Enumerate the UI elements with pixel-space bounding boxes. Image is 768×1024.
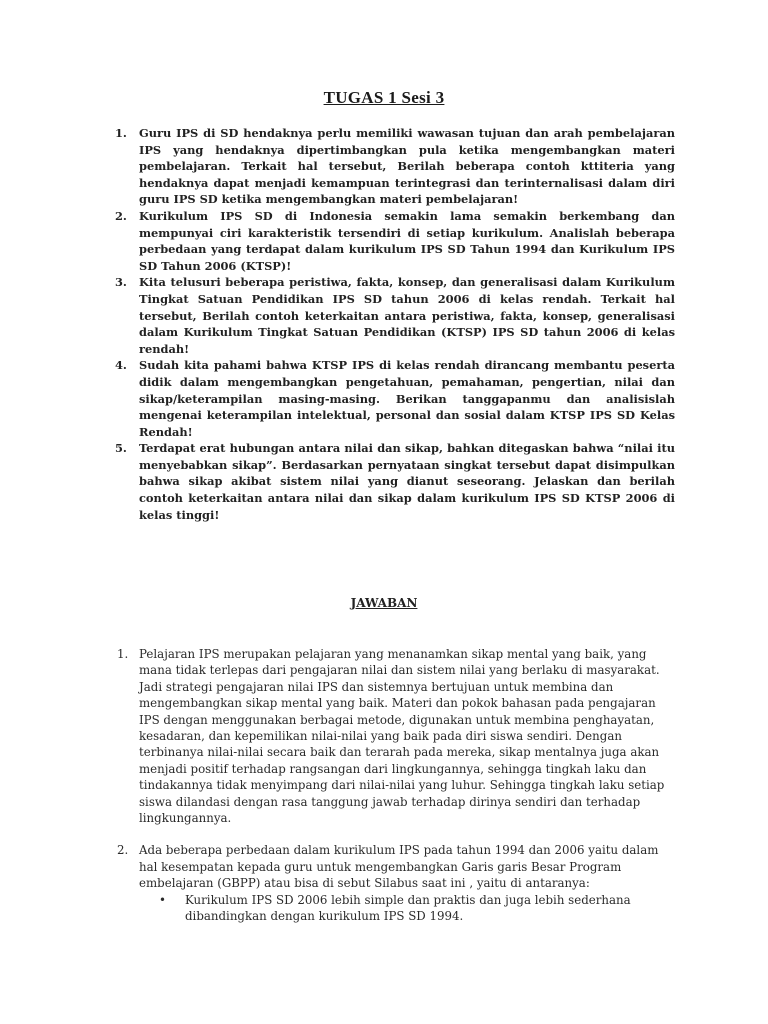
answer-item <box>111 646 677 826</box>
answer-number: 2. <box>117 843 129 858</box>
question-number: 5. <box>115 441 127 456</box>
question-number: 2. <box>115 208 127 223</box>
question-number: 3. <box>115 275 127 290</box>
question-item <box>111 357 675 440</box>
bullet-text: Kurikulum IPS SD 2006 lebih simple dan praktis dan juga lebih sederhana dibandingkan dengan kurikulum IPS SD 1994. <box>185 892 631 924</box>
question-number: 4. <box>115 358 127 373</box>
question-number: 1. <box>115 126 127 140</box>
answer-text: Pelajaran IPS merupakan pelajaran yang menanamkan sikap mental yang baik, yang mana tidak terlepas dari pengajaran nilai dan sistem nilai yang berlaku di masyarakat. Jadi strategi pengajaran nilai IPS dan sistemnya bertujuan untuk membina dan mengembangkan sikap mental yang baik. Materi dan pokok bahasan pada pengajaran IPS dengan menggunakan berbagai metode, digunakan untuk membina penghayatan, kesadaran, dan kepemilikan nilai-nilai yang baik pada diri siswa sendiri. Dengan terbinanya nilai-nilai secara baik dan terarah pada mereka, sikap mentalnya juga akan menjadi positif terhadap rangsangan dari lingkungannya, sehingga tingkah laku dan tindakannya tidak menyimpang dari nilai-nilai yang luhur. Sehingga tingkah laku setiap siswa dilandasi dengan rasa tanggung jawab terhadap dirinya sendiri dan terhadap lingkungannya. <box>139 647 665 826</box>
question-text: Kita telusuri beberapa peristiwa, fakta, konsep, dan generalisasi dalam Kurikulum Tingkat Satuan Pendidikan IPS SD tahun 2006 di kelas rendah. Terkait hal tersebut, Berilah contoh keterkaitan antara peristiwa, fakta, konsep, generalisasi dalam Kurikulum Tingkat Satuan Pendidikan (KTSP) IPS SD tahun 2006 di kelas rendah! <box>139 275 675 356</box>
question-item <box>111 440 675 523</box>
question-text: Sudah kita pahami bahwa KTSP IPS di kelas rendah dirancang membantu peserta didik dalam mengembangkan pengetahuan, pemahaman, pengertian, nilai dan sikap/keterampilan masing-masing. Berikan tanggapanmu dan analisislah mengenai keterampilan intelektual, personal dan sosial dalam KTSP IPS SD Kelas Rendah! <box>139 358 675 439</box>
bullet-icon: • <box>159 892 166 907</box>
answer-item <box>111 842 677 924</box>
answer-text: Ada beberapa perbedaan dalam kurikulum IPS pada tahun 1994 dan 2006 yaitu dalam hal kesempatan kepada guru untuk mengembangkan Garis garis Besar Program embelajaran (GBPP) atau bisa di sebut Silabus saat ini , yaitu di antaranya: <box>139 843 659 891</box>
question-text: Guru IPS di SD hendaknya perlu memiliki wawasan tujuan dan arah pembelajaran IPS yang hendaknya dipertimbangkan pula ketika mengembangkan materi pembelajaran. Terkait hal tersebut, Berilah beberapa contoh kttiteria yang hendaknya dapat menjadi kemampuan terintegrasi dan terinternalisasi dalam diri guru IPS SD ketika mengembangkan materi pembelajaran! <box>139 126 675 207</box>
question-text: Kurikulum IPS SD di Indonesia semakin lama semakin berkembang dan mempunyai ciri karakteristik tersendiri di setiap kurikulum. Analislah beberapa perbedaan yang terdapat dalam kurikulum IPS SD Tahun 1994 dan Kurikulum IPS SD Tahun 2006 (KTSP)! <box>139 208 675 273</box>
question-item <box>111 274 675 357</box>
question-text: Terdapat erat hubungan antara nilai dan sikap, bahkan ditegaskan bahwa “nilai itu menyebabkan sikap”. Berdasarkan pernyataan singkat tersebut dapat disimpulkan bahwa sikap akibat sistem nilai yang dianut seseorang. Jelaskan dan berilah contoh keterkaitan antara nilai dan sikap dalam kurikulum IPS SD KTSP 2006 di kelas tinggi! <box>139 441 675 522</box>
answer-list <box>111 646 677 925</box>
answers-heading: JAWABAN <box>350 596 418 610</box>
answer-number: 1. <box>117 647 129 661</box>
question-item <box>111 208 675 274</box>
question-list <box>111 125 675 523</box>
answer-bullet-list <box>139 892 677 925</box>
question-item <box>111 125 675 208</box>
bullet-item <box>139 892 677 925</box>
page-title: TUGAS 1 Sesi 3 <box>323 88 445 107</box>
